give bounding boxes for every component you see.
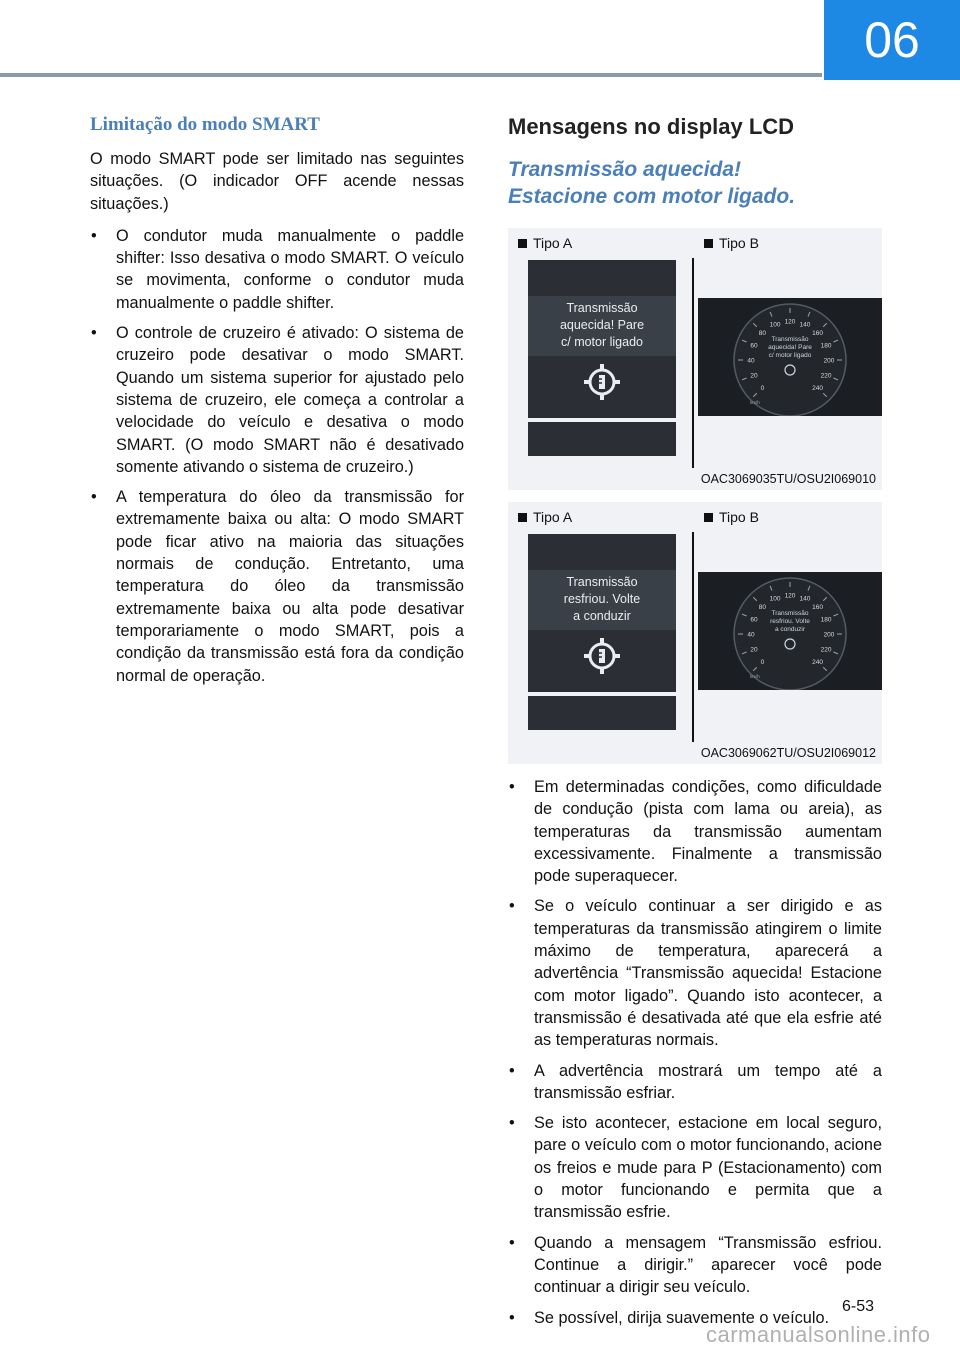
gauge-tick-label: 240: [812, 385, 824, 393]
list-item: • Quando a mensagem “Transmissão esfriou. Continue a dirigir.” aparecer você pode continuar a dirigir seu veículo.: [509, 1233, 882, 1297]
gauge-tick-label: 20: [750, 646, 758, 654]
gauge-tick-label: 40: [747, 357, 755, 365]
list-item-text: A advertência mostrará um tempo até a transmissão esfriar.: [534, 1061, 882, 1102]
lcd-messages-title: Mensagens no display LCD: [508, 114, 795, 139]
list-item-text: Se isto acontecer, estacione em local seguro, pare o veículo com o motor funcionando, acione os freios e mude para P (Estacionamento) com o motor funcionando e permita que a transmissão esfrie.: [534, 1114, 882, 1222]
list-item: • A temperatura do óleo da transmissão for extremamente baixa ou alta: O modo SMART pode ficar ativo na maioria das situações normais de condução. Entretanto, uma temperatura do óleo da transmissão extremamente baixa ou alta pode desativar temporariamente o modo SMART, pois a condição da transmissão está fora da condição normal de operação.: [91, 488, 464, 685]
gauge-tick-label: 120: [784, 592, 796, 600]
left-bullet-list: [90, 225, 464, 687]
lcd-panel-type-a: [528, 534, 676, 730]
square-bullet-icon: [518, 513, 527, 522]
square-bullet-icon: [704, 513, 713, 522]
gauge-tick-label: 180: [820, 342, 832, 350]
gauge-tick-label: 160: [812, 329, 824, 337]
transmission-temperature-icon: [582, 636, 622, 681]
list-item-text: Quando a mensagem “Transmissão esfriou. Continue a dirigir.” aparecer você pode continuar a dirigir seu veículo.: [534, 1233, 882, 1297]
list-item: • O controle de cruzeiro é ativado: O sistema de cruzeiro pode desativar o modo SMART. Quando um sistema superior for ajustado pelo sistema de cruzeiro, ele começa a controlar a velocidade do veículo e desativa o modo SMART. (O modo SMART não é desativado somente ativando o sistema de cruzeiro.): [91, 324, 464, 476]
figure-cooled: [508, 502, 882, 764]
tipo-a-label: Tipo A: [518, 235, 572, 251]
square-bullet-icon: [518, 239, 527, 248]
cluster-panel-type-b: [698, 298, 882, 416]
gauge-tick-label: 0: [760, 659, 765, 667]
left-column: [90, 112, 464, 695]
gauge-tick-label: 60: [750, 616, 758, 624]
right-bullet-list: [508, 776, 882, 1329]
lcd-message: Transmissão resfriou. Volte a conduzir: [563, 575, 641, 623]
list-item-text: O controle de cruzeiro é ativado: O sistema de cruzeiro pode desativar o modo SMART. Quando um sistema superior for ajustado pelo sistema de cruzeiro, ele começa a controlar a velocidade do veículo e desativa o modo SMART. (O modo SMART não é desativado somente ativando o sistema de cruzeiro.): [116, 324, 464, 476]
list-item-text: Em determinadas condições, como dificuldade de condução (pista com lama ou areia), as temperaturas da transmissão aumentam excessivamente. Finalmente a transmissão pode superaquecer.: [534, 778, 882, 886]
tipo-a-label: Tipo A: [518, 509, 572, 525]
section-title: Limitação do modo SMART: [90, 114, 320, 135]
figure-code: OAC3069062TU/OSU2I069012: [700, 746, 876, 760]
gauge-tick-label: 200: [823, 357, 835, 365]
right-column: [508, 112, 882, 1337]
list-item: • Se o veículo continuar a ser dirigido e as temperaturas da transmissão atingirem o limite máximo de temperatura, aparecerá a advertência “Transmissão aquecida! Estacione com motor ligado”. Quando isto acontecer, a transmissão é desativada até que ela esfrie até as temperaturas normais.: [509, 897, 882, 1050]
gauge-unit-label: km/h: [750, 674, 760, 679]
page-number: 6-53: [842, 1298, 875, 1315]
transmission-temperature-icon: [582, 362, 622, 407]
gauge-tick-label: 140: [799, 595, 811, 603]
gauge-tick-label: 100: [769, 595, 781, 603]
list-item: • A advertência mostrará um tempo até a transmissão esfriar.: [509, 1061, 882, 1102]
subtitle-line: Estacione com motor ligado.: [508, 185, 796, 208]
lcd-message: Transmissão resfriou. Volte a conduzir: [770, 610, 810, 633]
gauge-tick-label: 180: [820, 616, 832, 624]
lcd-panel-type-a: [528, 260, 676, 456]
lcd-message: Transmissão aquecida! Pare c/ motor ligado: [559, 301, 645, 349]
header-rule: [0, 73, 822, 77]
gauge-tick-label: 140: [799, 321, 811, 329]
subtitle-line: Transmissão aquecida!: [508, 158, 742, 181]
gauge-unit-label: km/h: [750, 400, 760, 405]
list-item-text: Se possível, dirija suavemente o veículo.: [534, 1308, 830, 1327]
tipo-b-label: Tipo B: [704, 235, 759, 251]
square-bullet-icon: [704, 239, 713, 248]
intro-paragraph: O modo SMART pode ser limitado nas seguintes situações. (O indicador OFF acende nessas situações.): [90, 150, 464, 213]
gauge-tick-label: 240: [812, 659, 824, 667]
list-item: • Se isto acontecer, estacione em local seguro, pare o veículo com o motor funcionando, acione os freios e mude para P (Estacionamento) com o motor funcionando e permita que a transmissão esfrie.: [509, 1114, 882, 1222]
gauge-tick-label: 20: [750, 372, 758, 380]
warning-subtitle: [508, 156, 882, 210]
figure-divider: [692, 532, 694, 742]
gauge-tick-label: 160: [812, 603, 824, 611]
list-item-text: O condutor muda manualmente o paddle shifter: Isso desativa o modo SMART. O veículo se movimenta, conforme o condutor muda manualmente o paddle shifter.: [116, 226, 464, 312]
cluster-panel-type-b: [698, 572, 882, 690]
gauge-tick-label: 220: [820, 372, 832, 380]
gauge-tick-label: 220: [820, 646, 832, 654]
gauge-tick-label: 80: [758, 329, 767, 337]
list-item: • Em determinadas condições, como dificuldade de condução (pista com lama ou areia), as temperaturas da transmissão aumentam excessivamente. Finalmente a transmissão pode superaquecer.: [509, 778, 882, 886]
watermark: carmanualsonline.info: [706, 1322, 931, 1347]
list-item: • Se possível, dirija suavemente o veículo.: [509, 1308, 830, 1327]
list-item-text: A temperatura do óleo da transmissão for extremamente baixa ou alta: O modo SMART pode ficar ativo na maioria das situações normais de condução. Entretanto, uma temperatura do óleo da transmissão extremamente baixa ou alta pode desativar temporariamente o modo SMART, pois a condição da transmissão está fora da condição normal de operação.: [116, 488, 464, 685]
figure-code: OAC3069035TU/OSU2I069010: [700, 472, 876, 486]
chapter-tab: 06: [824, 0, 960, 80]
gauge-tick-label: 200: [823, 631, 835, 639]
list-item: • O condutor muda manualmente o paddle shifter: Isso desativa o modo SMART. O veículo se movimenta, conforme o condutor muda manualmente o paddle shifter.: [91, 226, 464, 312]
gauge-tick-label: 0: [760, 385, 765, 393]
figure-divider: [692, 258, 694, 468]
gauge-tick-label: 60: [750, 342, 758, 350]
list-item-text: Se o veículo continuar a ser dirigido e as temperaturas da transmissão atingirem o limite máximo de temperatura, aparecerá a advertência “Transmissão aquecida! Estacione com motor ligado”. Quando isto acontecer, a transmissão é desativada até que ela esfrie até as temperaturas normais.: [534, 897, 882, 1050]
gauge-tick-label: 120: [784, 318, 796, 326]
gauge-tick-label: 100: [769, 321, 781, 329]
gauge-tick-label: 80: [758, 603, 767, 611]
figure-overheated: [508, 228, 882, 490]
gauge-tick-label: 40: [747, 631, 755, 639]
tipo-b-label: Tipo B: [704, 509, 759, 525]
lcd-message: Transmissão aquecida! Pare c/ motor ligado: [768, 336, 812, 359]
